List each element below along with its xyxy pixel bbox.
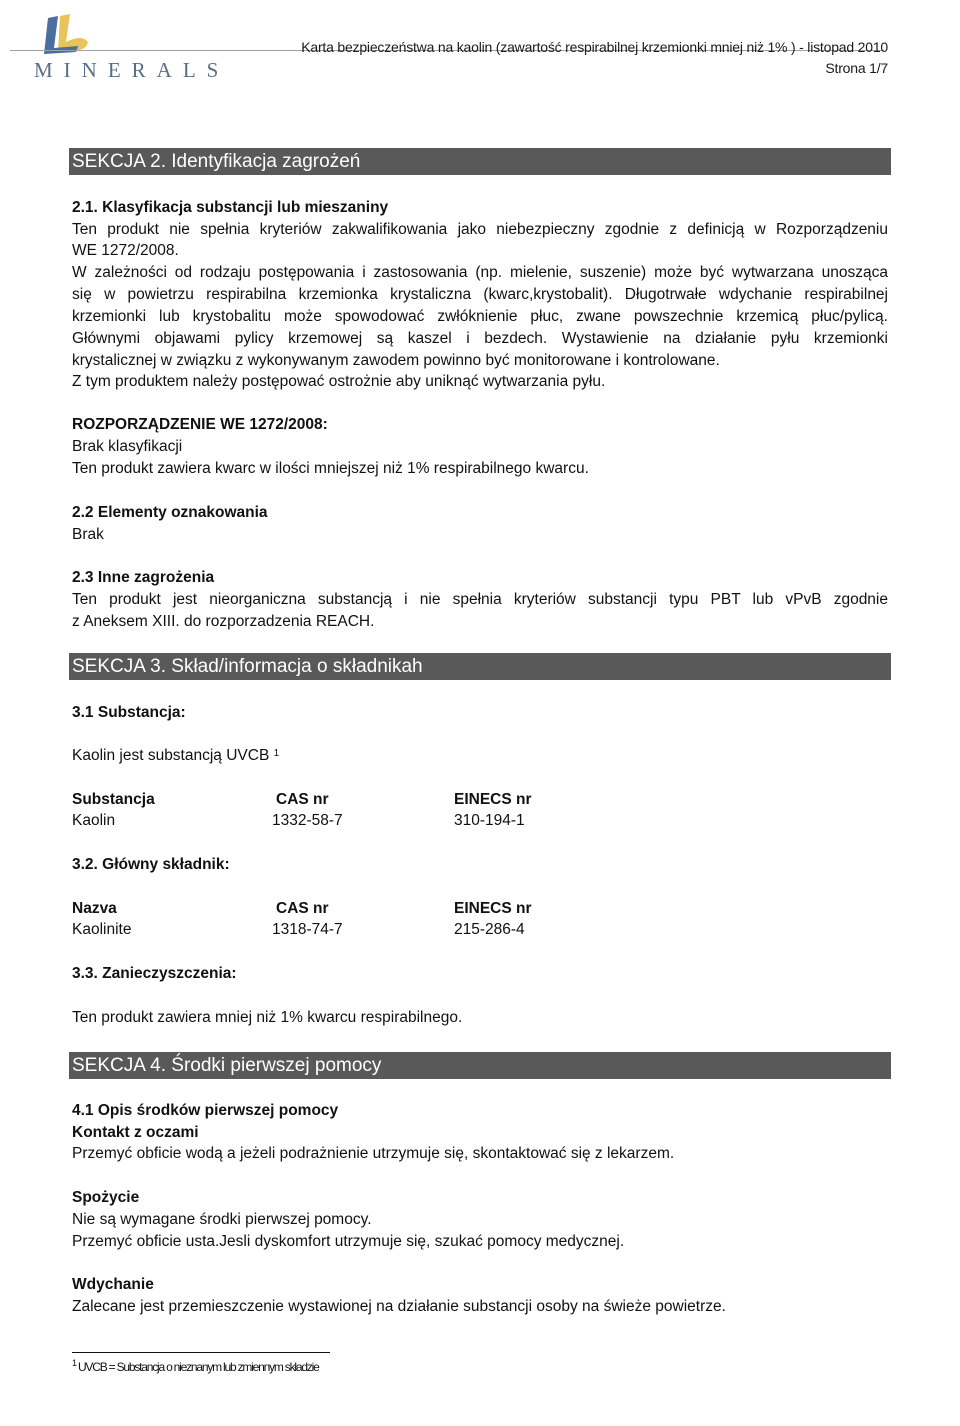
substance-text: Kaolin jest substancją UVCB [72,747,270,764]
footnote-text: UVCB = Substancja o nieznanym lub zmiennym składzie [77,1360,319,1374]
inhalation-text: Zalecane jest przemieszczenie wystawionej na działanie substancji osoby na świeże powietrze. [72,1298,726,1315]
table-header: CAS nr [276,791,329,808]
paragraph-line: Ten produkt nie spełnia kryteriów zakwalifikowania jako niebezpieczny zgodnie z definicją w Rozporządzeniu [72,221,888,238]
section-2-heading: SEKCJA 2. Identyfikacja zagrożeń [69,148,891,175]
eyes-text: Przemyć obficie wodą a jeżeli podrażnienie utrzymuje się, skontaktować się z lekarzem. [72,1145,675,1162]
section-2-3-title: 2.3 Inne zagrożenia [72,569,215,586]
section-3-1-title: 3.1 Substancja: [72,704,186,721]
table-cell: Kaolinite [72,921,132,938]
ingestion-title: Spożycie [72,1189,140,1206]
paragraph-line: Z tym produktem należy postępować ostrożnie aby uniknąć wytwarzania pyłu. [72,373,606,390]
substance-table [0,789,960,833]
company-logo [30,12,230,82]
paragraph-line: W zależności od rodzaju postępowania i zastosowania (np. mielenie, suszenie) może być wytwarzana unosząca [72,264,888,281]
component-table [0,898,960,942]
inhalation-title: Wdychanie [72,1276,154,1293]
footnote [72,1360,319,1374]
regulation-title: ROZPORZĄDZENIE WE 1272/2008: [72,416,328,433]
section-2-1-title: 2.1. Klasyfikacja substancji lub mieszaniny [72,199,389,216]
table-cell: 215-286-4 [454,921,525,938]
paragraph-line: Ten produkt jest nieorganiczna substancją i nie spełnia kryteriów substancji typu PBT lub vPvB zgodnie [72,591,888,608]
table-header: Nazva [72,900,117,917]
section-3-heading: SEKCJA 3. Skład/informacja o składnikah [69,653,891,680]
table-cell: 310-194-1 [454,812,525,829]
eyes-title: Kontakt z oczami [72,1124,199,1141]
section-3-3-title: 3.3. Zanieczyszczenia: [72,965,237,982]
paragraph-line: krystalicznej w związku z wykonywanym zawodem powinno być monitorowane i kontrolowane. [72,352,720,369]
footnote-divider [72,1352,330,1353]
table-header: CAS nr [276,900,329,917]
logo-text: MINERALS [34,58,230,82]
table-cell: 1318-74-7 [272,921,343,938]
paragraph-line: się w powietrzu respirabilna krzemionka krystaliczna (kwarc,krystobalit). Długotrwałe wdychanie respirabilnej [72,286,888,303]
paragraph-line: Głównymi objawami pylicy krzemowej są kaszel i bezdech. Wystawienie na działanie pyłu krzemionki [72,330,888,347]
section-3-2-title: 3.2. Główny składnik: [72,856,230,873]
ingestion-line: Przemyć obficie usta.Jesli dyskomfort utrzymuje się, szukać pomocy medycznej. [72,1233,625,1250]
footnote-number: 1 [72,1358,76,1368]
section-3-3-text: Ten produkt zawiera mniej niż 1% kwarcu respirabilnego. [72,1009,463,1026]
table-cell: 1332-58-7 [272,812,343,829]
table-header: EINECS nr [454,791,532,808]
page-number: Strona 1/7 [825,60,888,76]
section-4-heading: SEKCJA 4. Środki pierwszej pomocy [69,1052,891,1079]
substance-statement [72,745,888,767]
table-header: Substancja [72,791,155,808]
table-header: EINECS nr [454,900,532,917]
paragraph-line: WE 1272/2008. [72,242,179,259]
regulation-line: Brak klasyfikacji [72,438,183,455]
paragraph-line: krzemionki lub krystobalitu może spowodować zwłóknienie płuc, zwane powszechnie krzemicą płuc/pylicą. [72,308,888,325]
document-title: Karta bezpieczeństwa na kaolin (zawartość respirabilnej krzemionki mniej niż 1% ) - listopad 2010 [301,39,888,55]
section-2-2-text: Brak [72,526,104,543]
regulation-line: Ten produkt zawiera kwarc w ilości mniejszej niż 1% respirabilnego kwarcu. [72,460,589,477]
table-cell: Kaolin [72,812,116,829]
ingestion-line: Nie są wymagane środki pierwszej pomocy. [72,1211,372,1228]
paragraph-line: z Aneksem XIII. do rozporzadzenia REACH. [72,613,375,630]
section-4-1-title: 4.1 Opis środków pierwszej pomocy [72,1102,339,1119]
section-2-2-title: 2.2 Elementy oznakowania [72,504,268,521]
footnote-ref: 1 [273,748,280,759]
